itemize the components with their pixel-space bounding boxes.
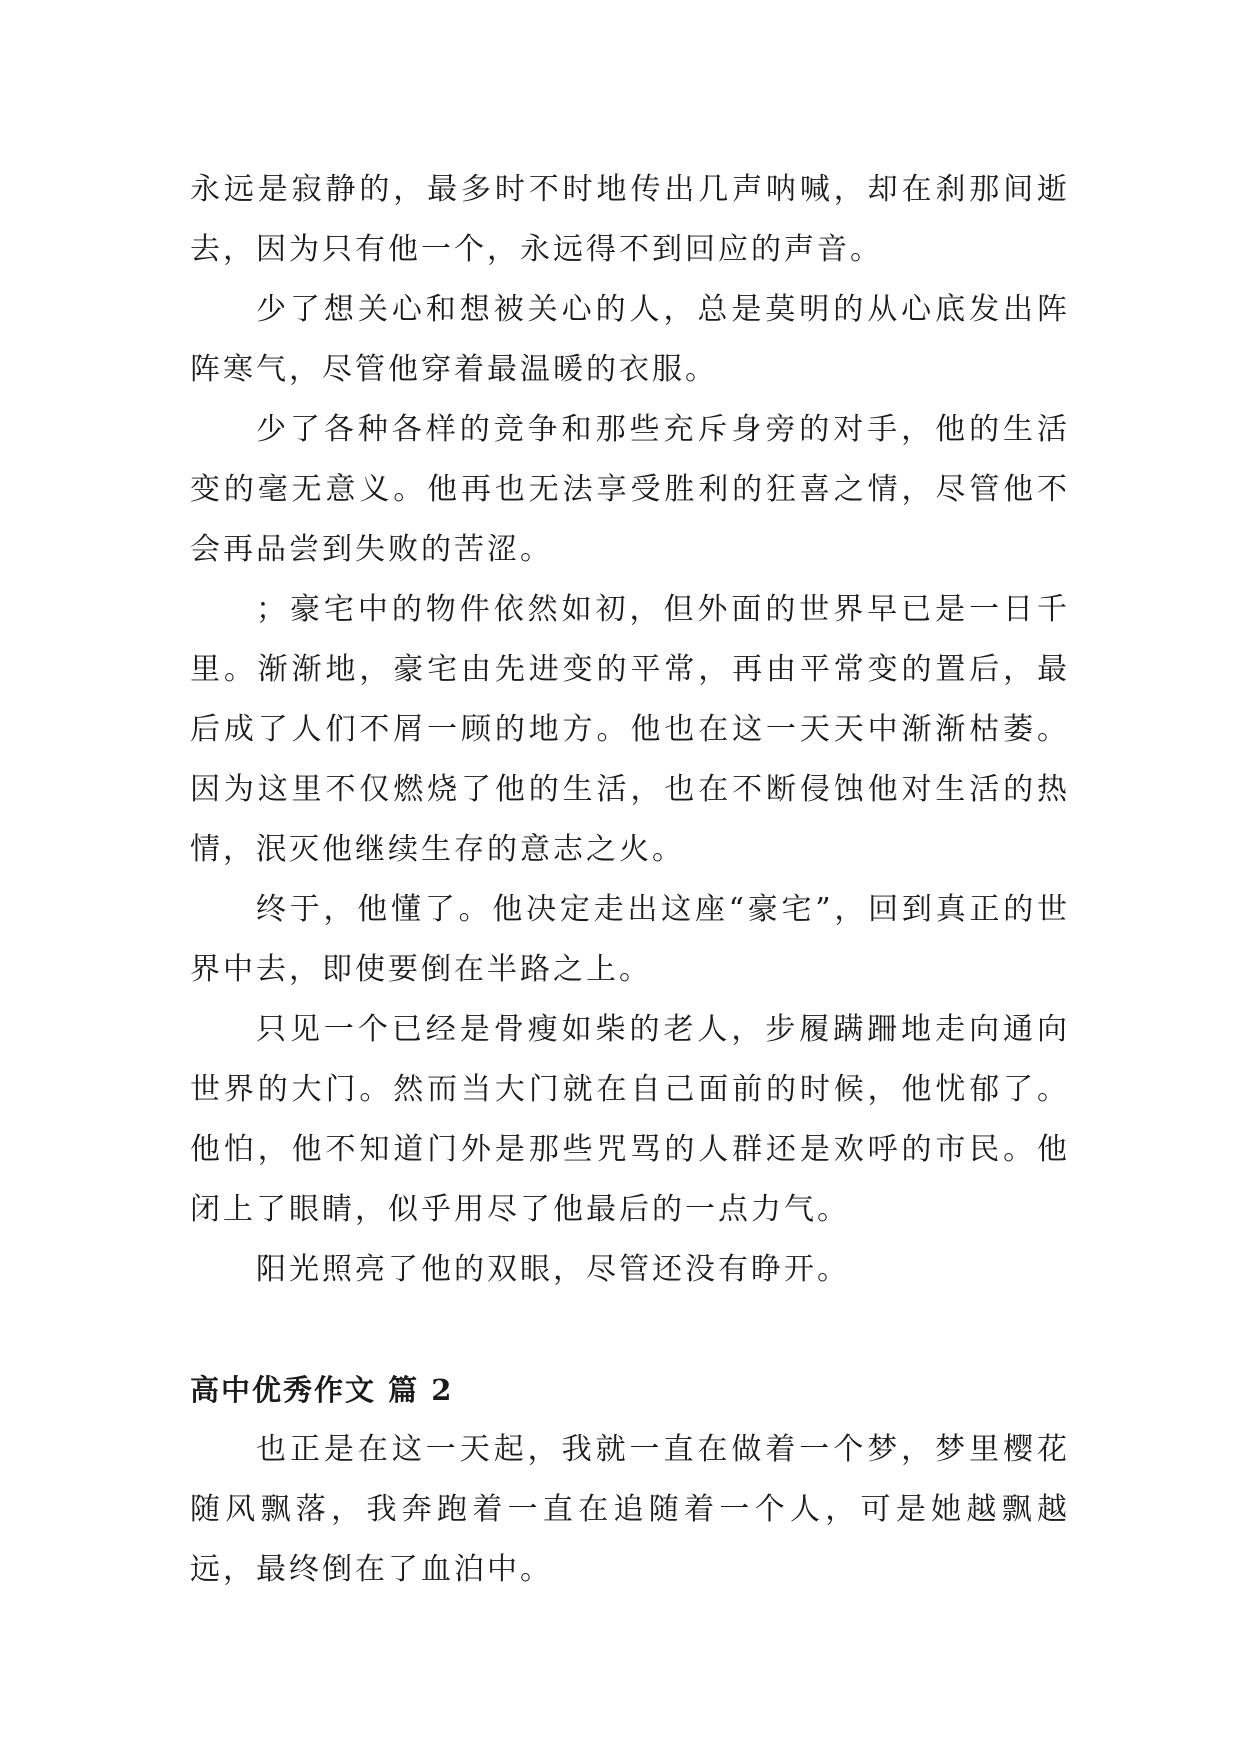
section-title: 高中优秀作文 篇 2 (190, 1373, 454, 1407)
paragraph: 阳光照亮了他的双眼，尽管还没有睁开。 (256, 1252, 850, 1287)
paragraph-continuation: 永远是寂静的，最多时不时地传出几声呐喊，却在刹那间逝去，因为只有他一个，永远得不到回应的声音。 (190, 172, 1070, 267)
paragraph: 少了想关心和想被关心的人，总是莫明的从心底发出阵阵寒气，尽管他穿着最温暖的衣服。 (190, 292, 1070, 387)
paragraph: 只见一个已经是骨瘦如柴的老人，步履蹒跚地走向通向世界的大门。然而当大门就在自己面前的时候，他忧郁了。他怕，他不知道门外是那些咒骂的人群还是欢呼的市民。他闭上了眼睛，似乎用尽了他最后的一点力气。 (190, 1012, 1070, 1227)
paragraph: 也正是在这一天起，我就一直在做着一个梦，梦里樱花随风飘落，我奔跑着一直在追随着一个人，可是她越飘越远，最终倒在了血泊中。 (190, 1432, 1070, 1587)
paragraph: 少了各种各样的竞争和那些充斥身旁的对手，他的生活变的毫无意义。他再也无法享受胜利的狂喜之情，尽管他不会再品尝到失败的苦涩。 (190, 412, 1070, 567)
paragraph: ；豪宅中的物件依然如初，但外面的世界早已是一日千里。渐渐地，豪宅由先进变的平常，再由平常变的置后，最后成了人们不屑一顾的地方。他也在这一天天中渐渐枯萎。因为这里不仅燃烧了他的生活，也在不断侵蚀他对生活的热情，泯灭他继续生存的意志之火。 (190, 592, 1070, 867)
document-body (190, 160, 1070, 1600)
paragraph: 终于，他懂了。他决定走出这座“豪宅”，回到真正的世界中去，即使要倒在半路之上。 (190, 892, 1070, 987)
